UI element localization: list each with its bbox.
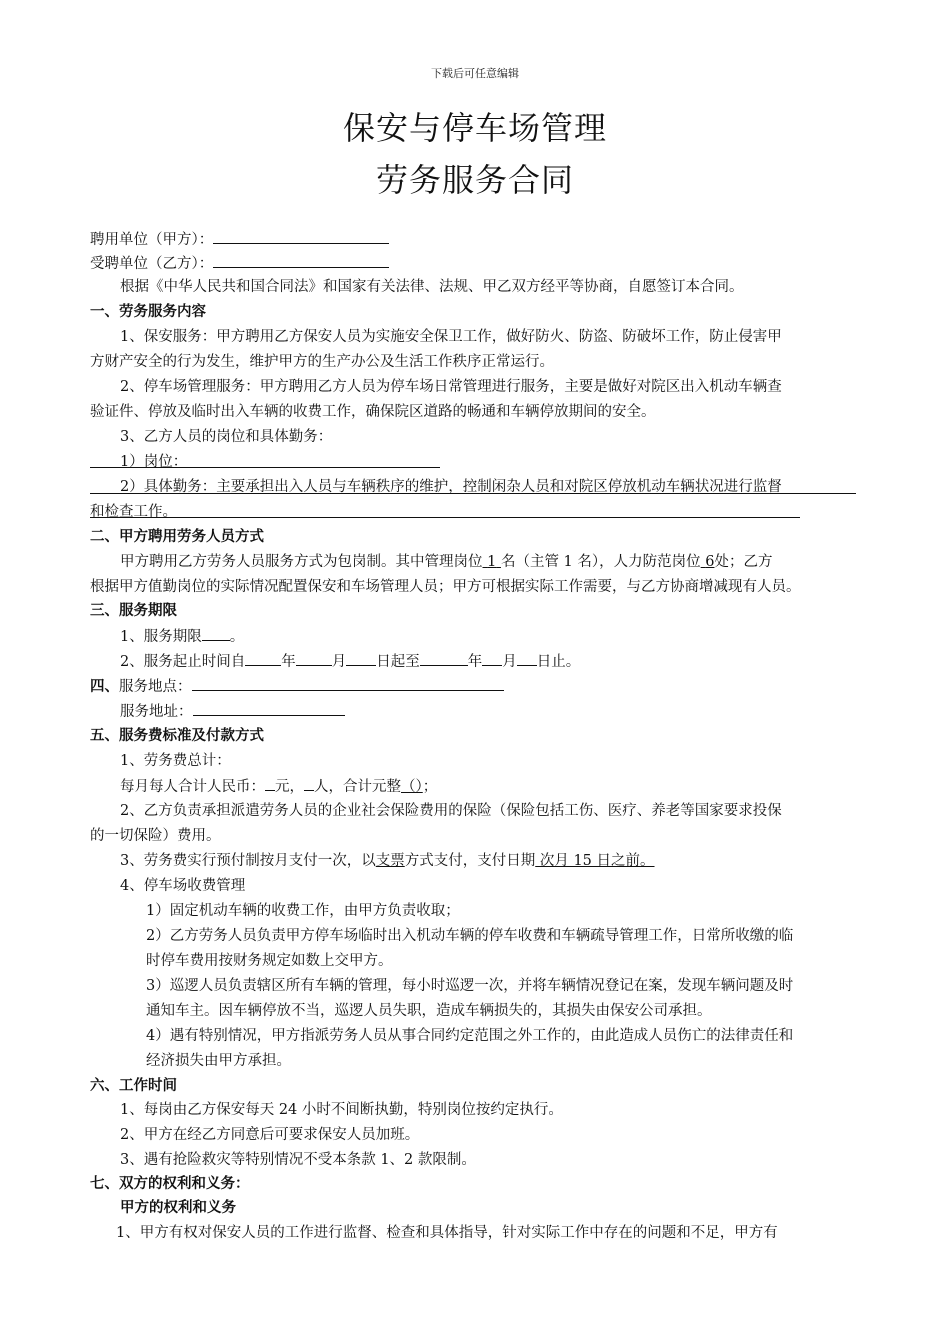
- party-b: [90, 253, 389, 274]
- s3-p2: [120, 651, 580, 672]
- start-month-blank[interactable]: [296, 651, 332, 666]
- mgmt-post-count-value: 1: [487, 554, 497, 570]
- start-year-blank[interactable]: [245, 651, 281, 666]
- party-a-blank[interactable]: [213, 229, 389, 244]
- s6-p3: 3、遇有抢险救灾等特别情况不受本条款 1、2 款限制。: [120, 1152, 476, 1168]
- s5-p1b-3: 人，合计元整: [314, 779, 401, 795]
- total-amount-parens[interactable]: （）: [401, 779, 423, 795]
- section-5-heading: 五、服务费标准及付款方式: [90, 727, 264, 744]
- s1-post: 1）岗位：: [120, 454, 188, 470]
- s3-p2-a: 2、服务起止时间自: [120, 654, 246, 670]
- s5-p4-2a: 2）乙方劳务人员负责甲方停车场临时出入机动车辆的停车收费和车辆疏导管理工作，日常所收缴的临: [146, 928, 794, 944]
- s2-pa-3: 处；乙方: [714, 554, 773, 570]
- s5-p1b: [120, 776, 437, 797]
- s5-p1b-2: 元，: [275, 779, 304, 795]
- guard-post-count: [701, 554, 715, 570]
- party-a-label: 聘用单位（甲方）：: [90, 232, 214, 248]
- party-b-blank[interactable]: [213, 253, 389, 268]
- s5-p4-4a: 4）遇有特别情况，甲方指派劳务人员从事合同约定范围之外工作的，由此造成人员伤亡的法律责任和: [146, 1028, 794, 1044]
- intro: 根据《中华人民共和国合同法》和国家有关法律、法规、甲乙双方经平等协商，自愿签订本合同。: [120, 279, 744, 295]
- s3-p1: [120, 626, 244, 647]
- s3-m2: 月: [502, 654, 517, 670]
- payment-date: 次月 15 日之前。: [535, 853, 655, 869]
- start-day-blank[interactable]: [346, 651, 376, 666]
- mgmt-post-count: [483, 554, 501, 570]
- s5-p4-3b: 通知车主。因车辆停放不当，巡逻人员失职，造成车辆损失的，其损失由保安公司承担。: [146, 1003, 712, 1019]
- s7-subheading: 甲方的权利和义务: [120, 1199, 236, 1216]
- payment-method: 支票: [375, 853, 405, 869]
- s5-p4-1: 1）固定机动车辆的收费工作，由甲方负责收取；: [146, 903, 460, 919]
- end-year-blank[interactable]: [420, 651, 468, 666]
- s7-p1: 1、甲方有权对保安人员的工作进行监督、检查和具体指导，针对实际工作中存在的问题和不足，甲方有: [116, 1225, 778, 1241]
- end-day-blank[interactable]: [517, 651, 537, 666]
- amount-blank[interactable]: [265, 776, 275, 791]
- s1-duty-a: 2）具体勤务：主要承担出入人员与车辆秩序的维护，控制闲杂人员和对院区停放机动车辆状况进行监督: [120, 479, 782, 495]
- s4-location: [90, 676, 504, 697]
- s5-p3-3: 方式支付，支付日期: [404, 853, 536, 869]
- party-a: [90, 229, 389, 250]
- s3-p1-label: 1、服务期限: [120, 629, 202, 645]
- s1-duty-underline-b: [90, 517, 800, 518]
- s5-p4: 4、停车场收费管理: [120, 878, 246, 894]
- s2-pa: [120, 552, 773, 572]
- s3-d2: 日止。: [536, 654, 581, 670]
- s1-p2a: 2、停车场管理服务：甲方聘用乙方人员为停车场日常管理进行服务，主要是做好对院区出入机动车辆查: [120, 379, 782, 395]
- s5-p3: [120, 851, 655, 871]
- s5-p1b-5: ；: [422, 779, 438, 795]
- guard-post-count-value: 6: [705, 554, 715, 570]
- s5-p1b-1: 每月每人合计人民币：: [120, 779, 265, 795]
- s4-location-label: 服务地点：: [119, 679, 192, 695]
- section-2-heading: 二、甲方聘用劳务人员方式: [90, 528, 264, 545]
- s3-y2: 年: [467, 654, 483, 670]
- s3-m1: 月: [331, 654, 347, 670]
- s6-p2: 2、甲方在经乙方同意后可要求保安人员加班。: [120, 1127, 420, 1143]
- page-header: 下载后可任意编辑: [431, 67, 519, 80]
- s1-duty-underline-a: [90, 493, 856, 494]
- s4-address: [120, 701, 345, 722]
- s1-post-underline: [90, 467, 440, 468]
- s2-pa-1: 甲方聘用乙方劳务人员服务方式为包岗制。其中管理岗位: [120, 554, 483, 570]
- s6-p1: 1、每岗由乙方保安每天 24 小时不间断执勤，特别岗位按约定执行。: [120, 1102, 563, 1118]
- section-6-heading: 六、工作时间: [90, 1077, 177, 1094]
- s1-duty-b: 和检查工作。: [90, 504, 177, 520]
- end-month-blank[interactable]: [482, 651, 502, 666]
- people-blank[interactable]: [304, 776, 314, 791]
- title-line-2: 劳务服务合同: [375, 161, 574, 199]
- s5-p4-3a: 3）巡逻人员负责辖区所有车辆的管理，每小时巡逻一次，并将车辆情况登记在案，发现车辆问题及时: [146, 978, 794, 994]
- s1-p1a: 1、保安服务：甲方聘用乙方保安人员为实施安全保卫工作，做好防火、防盗、防破坏工作，防止侵害甲: [120, 329, 782, 345]
- s5-p4-2b: 时停车费用按财务规定如数上交甲方。: [146, 953, 393, 969]
- section-1-heading: 一、劳务服务内容: [90, 303, 206, 320]
- section-7-heading: 七、双方的权利和义务：: [90, 1175, 250, 1192]
- s1-p3: 3、乙方人员的岗位和具体勤务：: [120, 429, 333, 445]
- location-blank[interactable]: [192, 676, 504, 691]
- s3-y1: 年: [281, 654, 296, 670]
- address-blank[interactable]: [193, 701, 345, 716]
- section-3-heading: 三、服务期限: [90, 602, 177, 619]
- s5-p3-1: 3、劳务费实行预付制按月支付一次，以: [120, 853, 376, 869]
- s2-pa-2: 名（主管 1 名），人力防范岗位: [500, 554, 701, 570]
- s3-p1-end: 。: [229, 629, 245, 645]
- s5-p4-4b: 经济损失由甲方承担。: [146, 1053, 291, 1069]
- s2-pb: 根据甲方值勤岗位的实际情况配置保安和车场管理人员；甲方可根据实际工作需要，与乙方协商增减现有人员。: [90, 579, 801, 595]
- title-line-1: 保安与停车场管理: [342, 109, 607, 147]
- s5-p1: 1、劳务费总计：: [120, 753, 231, 769]
- term-blank[interactable]: [202, 626, 230, 641]
- s5-p2b: 的一切保险）费用。: [90, 828, 221, 844]
- section-4-heading: 四、: [90, 678, 119, 695]
- s3-d1: 日起至: [376, 654, 420, 670]
- party-b-label: 受聘单位（乙方）：: [90, 256, 214, 272]
- s4-address-label: 服务地址：: [120, 704, 193, 720]
- s1-p2b: 验证件、停放及临时出入车辆的收费工作，确保院区道路的畅通和车辆停放期间的安全。: [90, 404, 656, 420]
- s1-p1b: 方财产安全的行为发生，维护甲方的生产办公及生活工作秩序正常运行。: [90, 354, 554, 370]
- s5-p2a: 2、乙方负责承担派遣劳务人员的企业社会保险费用的保险（保险包括工伤、医疗、养老等国家要求投保: [120, 803, 782, 819]
